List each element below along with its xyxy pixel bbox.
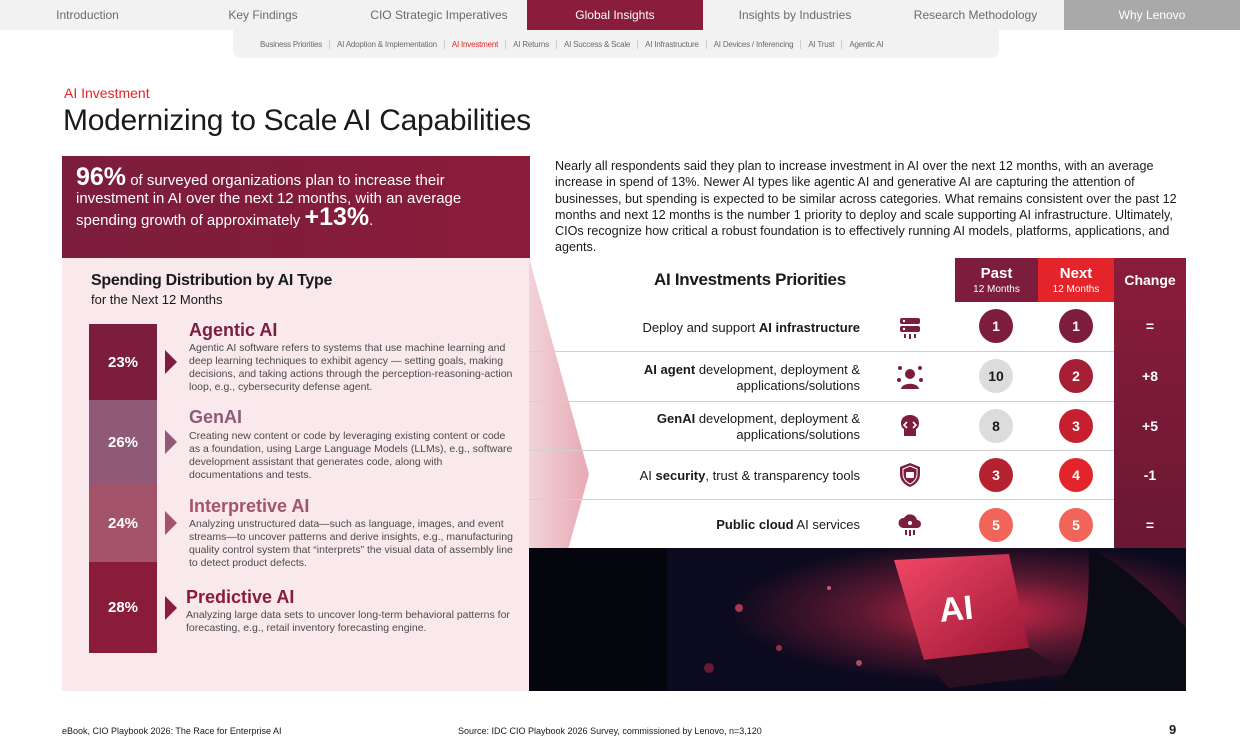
next-rank: 5 (1059, 508, 1093, 542)
tab-key-findings[interactable]: Key Findings (228, 8, 298, 22)
stat-text: of surveyed organizations plan to increase their investment in AI over the next 12 months, with an average spending growth of approximately (76, 172, 462, 229)
subtab-ai-trust[interactable]: AI Trust (801, 40, 842, 49)
ai-agent-icon (896, 363, 924, 391)
label-line2: applications/solutions (736, 378, 860, 393)
top-nav (0, 0, 1240, 30)
row-divider (529, 401, 1114, 402)
past-sublabel: 12 Months (973, 284, 1020, 295)
past-rank: 3 (979, 458, 1013, 492)
type-name-interpretive-ai: Interpretive AI (189, 496, 310, 516)
label-post: development, deployment & (695, 411, 860, 426)
row-divider (529, 499, 1114, 500)
segment-predictive-ai: 28% (89, 562, 157, 653)
label-pre: AI (639, 468, 656, 483)
type-desc-predictive-ai: Analyzing large data sets to uncover long-term behavioral patterns for forecasting, e.g., retail inventory forecasting engine. (186, 609, 510, 634)
stat-percent: 96% (76, 163, 127, 191)
type-name-agentic-ai: Agentic AI (189, 320, 278, 340)
label-bold: Public cloud (716, 517, 794, 532)
priority-row-label (530, 362, 860, 394)
label-post: AI services (793, 517, 860, 532)
subtab-ai-devices[interactable]: AI Devices / Inferencing (707, 40, 802, 49)
change-header: Change (1124, 272, 1176, 288)
intro-paragraph: Nearly all respondents said they plan to increase investment in AI over the next 12 months, with an average increase in spend of 13%. Newer AI types like agentic AI and generative AI are capturing the attention of businesses, but spending is expected to be similar across categories. What remains consistent over the past 12 months and next 12 months is the number 1 priority to deploy and scale supporting AI infrastructure. Ultimately, CIOs recognize how critical a robust foundation is to effectively running AI models, platforms, applications, and agents. (555, 159, 1177, 255)
sub-nav (233, 30, 999, 58)
type-desc-genai: Creating new content or code by leveraging existing content or code as a foundation, using Large Language Models (LLMs), e.g., software development assistant that generates code, along with documentations and tests. (189, 430, 513, 481)
segment-agentic-ai: 23% (89, 324, 157, 400)
next-sublabel: 12 Months (1052, 284, 1100, 295)
row-divider (529, 450, 1114, 451)
subtab-ai-success-scale[interactable]: AI Success & Scale (557, 40, 638, 49)
triangle-marker (165, 350, 177, 374)
triangle-marker (165, 596, 177, 620)
subtab-ai-infrastructure[interactable]: AI Infrastructure (638, 40, 707, 49)
spending-subtitle: for the Next 12 Months (91, 292, 223, 307)
priority-row-label (530, 411, 860, 443)
genai-brain-icon (896, 412, 924, 440)
next-label: Next (1059, 265, 1093, 282)
label-bold: AI infrastructure (758, 320, 860, 335)
type-name-genai: GenAI (189, 407, 243, 427)
section-label: AI Investment (64, 85, 150, 101)
page-number: 9 (1169, 722, 1177, 737)
priority-row-label (530, 320, 860, 336)
change-value: +5 (1142, 418, 1158, 434)
type-desc-agentic-ai: Agentic AI software refers to systems that use machine learning and deep learning techniques to exhibit agency — setting goals, making decisions, and taking actions through the perception-reasoning-action loop, e.g., cybersecurity defense agent. (189, 342, 513, 393)
type-name-predictive-ai: Predictive AI (186, 587, 295, 607)
subtab-agentic-ai[interactable]: Agentic AI (849, 39, 884, 49)
next-column-header (1038, 258, 1114, 302)
priorities-title: AI Investments Priorities (654, 270, 846, 289)
footer-title: eBook, CIO Playbook 2026: The Race for Enterprise AI (62, 726, 282, 736)
change-value: -1 (1143, 467, 1157, 483)
tab-introduction[interactable]: Introduction (56, 8, 119, 22)
page-title: Modernizing to Scale AI Capabilities (63, 104, 531, 137)
past-rank: 1 (979, 309, 1013, 343)
label-bold: security (655, 468, 706, 483)
stat-growth: +13% (304, 203, 370, 231)
tab-insights-by-industries[interactable]: Insights by Industries (738, 8, 852, 22)
change-value: +8 (1142, 368, 1158, 384)
past-label: Past (980, 265, 1013, 282)
row-divider (529, 351, 1114, 352)
segment-interpretive-ai: 24% (89, 484, 157, 562)
type-desc-interpretive-ai: Analyzing unstructured data—such as language, images, and event streams—to uncover patterns and derive insights, e.g., manufacturing quality control system that “interprets” the visual data of assembly line to detect product defects. (189, 518, 513, 569)
subtab-ai-returns[interactable]: AI Returns (506, 40, 557, 49)
security-shield-icon (896, 461, 924, 489)
past-rank: 8 (979, 409, 1013, 443)
next-rank: 3 (1059, 409, 1093, 443)
priority-row-label (530, 468, 860, 484)
triangle-marker (165, 511, 177, 535)
footer-source: Source: IDC CIO Playbook 2026 Survey, commissioned by Lenovo, n=3,120 (458, 726, 762, 736)
past-column-header (955, 258, 1038, 302)
subtab-ai-investment[interactable]: AI Investment (445, 40, 506, 49)
label-bold: GenAI (656, 411, 696, 426)
stat-tail: . (369, 212, 374, 229)
cloud-icon (896, 510, 924, 538)
subtab-ai-adoption[interactable]: AI Adoption & Implementation (330, 40, 445, 49)
tab-cio-strategic-imperatives[interactable]: CIO Strategic Imperatives (370, 8, 508, 22)
priority-row-label (530, 517, 860, 533)
label-pre: Deploy and support (642, 320, 759, 335)
past-rank: 5 (979, 508, 1013, 542)
next-rank: 4 (1059, 458, 1093, 492)
next-rank: 2 (1059, 359, 1093, 393)
triangle-marker (165, 430, 177, 454)
segment-genai: 26% (89, 400, 157, 484)
change-value: = (1145, 517, 1155, 533)
next-rank: 1 (1059, 309, 1093, 343)
past-rank: 10 (979, 359, 1013, 393)
infrastructure-icon (896, 313, 924, 341)
photo-screen-text: AI (937, 588, 976, 630)
label-post: development, deployment & (695, 362, 860, 377)
tab-research-methodology[interactable]: Research Methodology (913, 8, 1038, 22)
spending-title: Spending Distribution by AI Type (91, 272, 333, 289)
change-value: = (1145, 318, 1155, 334)
label-bold: AI agent (643, 362, 696, 377)
change-column (1114, 258, 1186, 548)
tab-why-lenovo[interactable]: Why Lenovo (1064, 0, 1240, 30)
ai-laptop-photo (529, 548, 1186, 691)
stat-box (62, 156, 530, 258)
subtab-business-priorities[interactable]: Business Priorities (253, 40, 330, 49)
label-post: , trust & transparency tools (705, 468, 860, 483)
tab-global-insights[interactable]: Global Insights (527, 0, 703, 30)
label-line2: applications/solutions (736, 427, 860, 442)
